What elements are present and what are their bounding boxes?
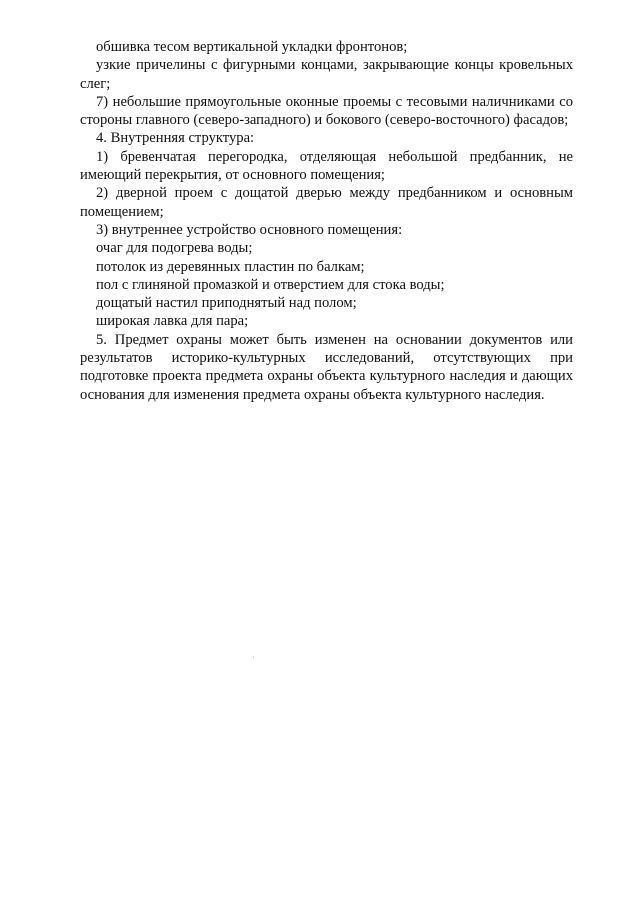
paragraph-main-room-layout: 3) внутреннее устройство основного помещения: <box>96 221 403 238</box>
scan-speck: ˙ <box>252 655 255 664</box>
paragraph-protection-change: 5. Предмет охраны может быть изменен на основании документов или результатов историко-культурных исследований, отсутствующих при подготовке проекта предмета охраны объекта культурного наследия и дающих основания для изменения предмета охраны объекта культурного наследия. <box>80 331 573 403</box>
paragraph-ceiling: потолок из деревянных пластин по балкам; <box>96 258 365 275</box>
document-body <box>80 38 573 404</box>
paragraph-floor: пол с глиняной промазкой и отверстием для стока воды; <box>96 276 445 293</box>
paragraph-door-opening: 2) дверной проем с дощатой дверью между предбанником и основным помещением; <box>80 185 573 220</box>
paragraph-window-openings: 7) небольшие прямоугольные оконные проемы с тесовыми наличниками со стороны главного (северо-западного) и бокового (северо-восточного) фасадов; <box>80 93 573 129</box>
paragraph-hearth: очаг для подогрева воды; <box>96 240 253 257</box>
paragraph-plank-deck: дощатый настил приподнятый над полом; <box>96 295 357 312</box>
paragraph-log-partition: 1) бревенчатая перегородка, отделяющая небольшой предбанник, не имеющий перекрытия, от основного помещения; <box>80 148 573 184</box>
paragraph-bargeboards: узкие причелины с фигурными концами, закрывающие концы кровельных слег; <box>80 57 573 92</box>
paragraph-steam-bench: широкая лавка для пара; <box>96 313 249 330</box>
paragraph-gable-cladding: обшивка тесом вертикальной укладки фронтонов; <box>96 39 408 55</box>
section-heading-internal-structure: 4. Внутренняя структура: <box>96 130 255 147</box>
